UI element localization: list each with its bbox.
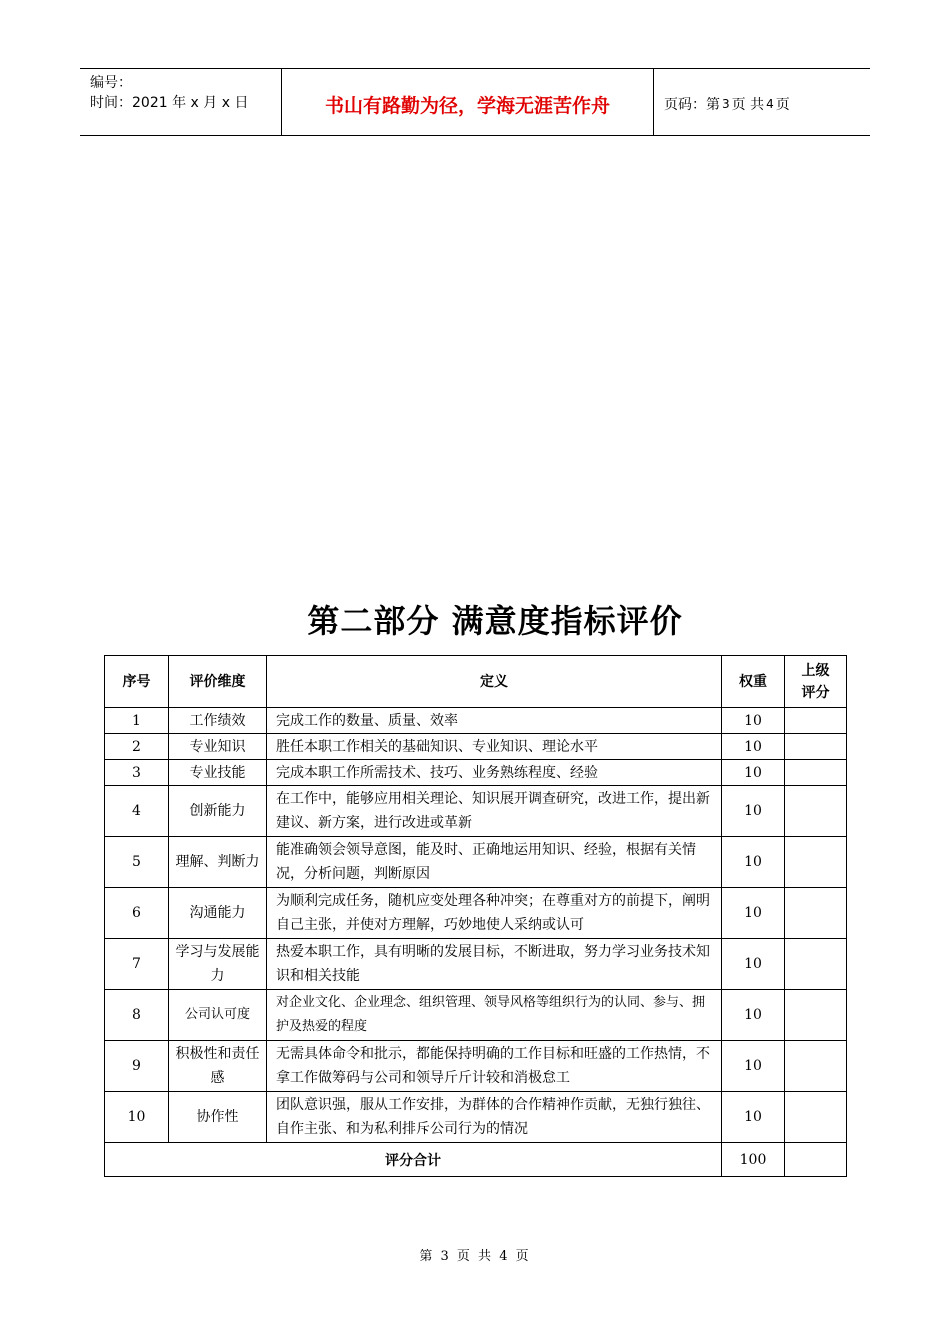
date-label: 时间：2021 年 x 月 x 日 (90, 95, 249, 111)
table-row (105, 1041, 847, 1092)
row-weight: 10 (722, 760, 785, 786)
header-definition: 定义 (267, 656, 722, 708)
row-definition: 对企业文化、企业理念、组织管理、领导风格等组织行为的认同、参与、拥护及热爱的程度 (267, 990, 722, 1041)
row-score-cell[interactable] (785, 990, 847, 1041)
row-score-cell[interactable] (785, 708, 847, 734)
table-row (105, 1092, 847, 1143)
page-mid: 页 共 (731, 97, 765, 113)
row-dimension: 工作绩效 (169, 708, 267, 734)
header-seq: 序号 (105, 656, 169, 708)
row-score-cell[interactable] (785, 888, 847, 939)
header-score-line2: 评分 (801, 684, 830, 701)
header-meta (80, 69, 281, 135)
table-row (105, 708, 847, 734)
row-definition: 完成本职工作所需技术、技巧、业务熟练程度、经验 (267, 760, 722, 786)
page-header (80, 68, 870, 136)
header-weight: 权重 (722, 656, 785, 708)
row-seq: 3 (105, 760, 169, 786)
row-definition: 能准确领会领导意图，能及时、正确地运用知识、经验，根据有关情况，分析问题，判断原因 (267, 837, 722, 888)
header-page-info (654, 69, 870, 135)
page-current: 3 (722, 97, 730, 111)
row-dimension: 沟通能力 (169, 888, 267, 939)
row-score-cell[interactable] (785, 760, 847, 786)
row-dimension: 创新能力 (169, 786, 267, 837)
row-definition: 为顺利完成任务，随机应变处理各种冲突；在尊重对方的前提下，阐明自己主张，并使对方理解，巧妙地使人采纳或认可 (267, 888, 722, 939)
table-row (105, 888, 847, 939)
row-definition: 胜任本职工作相关的基础知识、专业知识、理论水平 (267, 734, 722, 760)
table-header-row (105, 656, 847, 708)
row-dimension: 专业技能 (169, 760, 267, 786)
row-dimension: 积极性和责任感 (169, 1041, 267, 1092)
row-weight: 10 (722, 786, 785, 837)
table-row (105, 734, 847, 760)
row-seq: 6 (105, 888, 169, 939)
row-definition: 无需具体命令和批示，都能保持明确的工作目标和旺盛的工作热情，不拿工作做筹码与公司和领导斤斤计较和消极怠工 (267, 1041, 722, 1092)
table-total-row (105, 1143, 847, 1177)
row-score-cell[interactable] (785, 1092, 847, 1143)
row-seq: 8 (105, 990, 169, 1041)
page-total: 4 (766, 97, 774, 111)
row-score-cell[interactable] (785, 786, 847, 837)
table-row (105, 760, 847, 786)
header-motto: 书山有路勤为径，学海无涯苦作舟 (281, 69, 654, 135)
row-score-cell[interactable] (785, 939, 847, 990)
row-weight: 10 (722, 837, 785, 888)
row-score-cell[interactable] (785, 734, 847, 760)
row-definition: 完成工作的数量、质量、效率 (267, 708, 722, 734)
row-definition: 热爱本职工作，具有明晰的发展目标，不断进取，努力学习业务技术知识和相关技能 (267, 939, 722, 990)
page-suffix: 页 (775, 97, 790, 113)
row-seq: 7 (105, 939, 169, 990)
evaluation-table (104, 655, 847, 1177)
row-weight: 10 (722, 939, 785, 990)
row-score-cell[interactable] (785, 1041, 847, 1092)
row-weight: 10 (722, 990, 785, 1041)
page-footer: 第 3 页 共 4 页 (419, 1249, 531, 1264)
row-weight: 10 (722, 708, 785, 734)
table-row (105, 990, 847, 1041)
row-score-cell[interactable] (785, 837, 847, 888)
row-seq: 10 (105, 1092, 169, 1143)
row-seq: 2 (105, 734, 169, 760)
row-weight: 10 (722, 1092, 785, 1143)
row-definition: 团队意识强，服从工作安排，为群体的合作精神作贡献，无独行独往、自作主张、和为私利排斥公司行为的情况 (267, 1092, 722, 1143)
row-weight: 10 (722, 734, 785, 760)
row-dimension: 理解、判断力 (169, 837, 267, 888)
table-row (105, 939, 847, 990)
row-seq: 9 (105, 1041, 169, 1092)
row-dimension: 学习与发展能力 (169, 939, 267, 990)
total-weight: 100 (722, 1143, 785, 1177)
row-seq: 1 (105, 708, 169, 734)
total-score-cell[interactable] (785, 1143, 847, 1177)
row-dimension: 协作性 (169, 1092, 267, 1143)
row-definition: 在工作中，能够应用相关理论、知识展开调查研究，改进工作，提出新建议、新方案，进行改进或革新 (267, 786, 722, 837)
number-label: 编号： (90, 75, 132, 91)
header-dimension: 评价维度 (169, 656, 267, 708)
row-weight: 10 (722, 1041, 785, 1092)
row-seq: 5 (105, 837, 169, 888)
table-row (105, 786, 847, 837)
row-seq: 4 (105, 786, 169, 837)
page-prefix: 页码：第 (664, 97, 720, 113)
table-row (105, 837, 847, 888)
header-score (785, 656, 847, 708)
total-label: 评分合计 (105, 1143, 722, 1177)
row-dimension: 专业知识 (169, 734, 267, 760)
row-weight: 10 (722, 888, 785, 939)
header-score-line1: 上级 (801, 662, 830, 679)
section-title: 第二部分 满意度指标评价 (307, 602, 683, 640)
row-dimension: 公司认可度 (169, 990, 267, 1041)
